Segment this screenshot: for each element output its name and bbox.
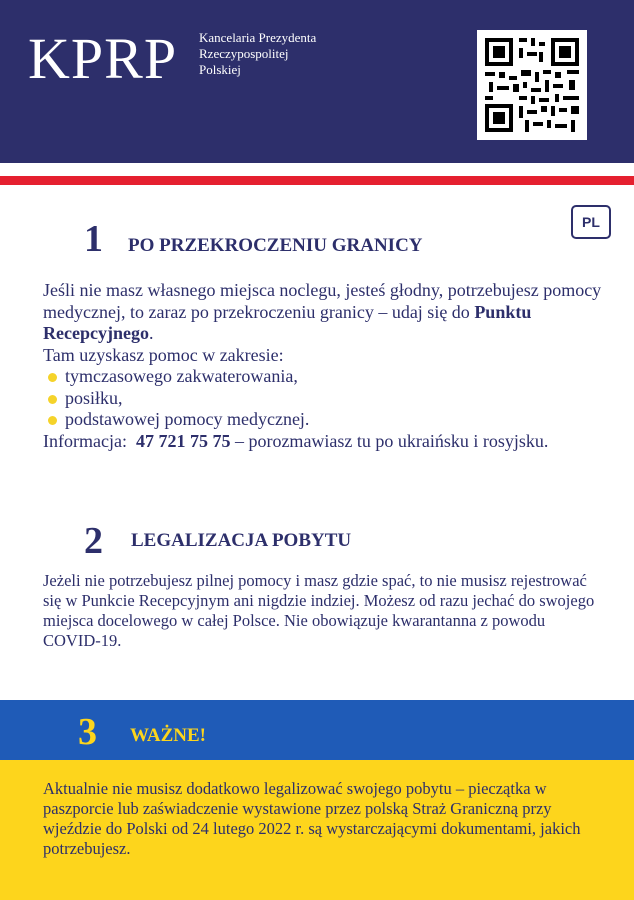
info-line xyxy=(43,431,603,453)
section-1-body xyxy=(43,280,603,452)
kprp-logo: KPRP xyxy=(28,26,178,91)
org-name xyxy=(199,30,316,78)
info-rest: – porozmawiasz tu po ukraińsku i rosyjsku. xyxy=(230,430,549,451)
list-item xyxy=(43,388,603,410)
list-item xyxy=(43,366,603,388)
help-intro: Tam uzyskasz pomoc w zakresie: xyxy=(43,344,284,365)
flag-stripe-red xyxy=(0,176,634,185)
qr-code-graphic xyxy=(477,30,587,140)
list-item-text: tymczasowego zakwaterowania, xyxy=(65,366,298,386)
bullet-dot-icon xyxy=(48,373,57,382)
help-list xyxy=(43,366,603,431)
list-item xyxy=(43,409,603,431)
header-banner xyxy=(0,0,634,163)
section-2-body: Jeżeli nie potrzebujesz pilnej pomocy i masz gdzie spać, to nie musisz rejestrować się w Punkcie Recepcyjnym ani nigdzie indziej. Możesz od razu jechać do swojego miejsca docelowego w całej Polsce. Nie obowiązuje kwarantanna z powodu COVID-19. xyxy=(43,571,595,650)
section-1-number: 1 xyxy=(84,218,103,260)
bullet-dot-icon xyxy=(48,395,57,404)
intro-end: . xyxy=(148,323,154,343)
flag-stripe-white xyxy=(0,163,634,176)
section-2-title: LEGALIZACJA POBYTU xyxy=(131,530,352,551)
intro-text: Jeśli nie masz własnego miejsca noclegu, jesteś głodny, potrzebujesz pomocy medycznej, to zaraz po przekroczeniu granicy – udaj się do xyxy=(43,280,602,322)
section-1-title: PO PRZEKROCZENIU GRANICY xyxy=(128,235,423,256)
section-3-title: WAŻNE! xyxy=(130,725,207,746)
language-badge: PL xyxy=(571,205,611,239)
org-name-line: Rzeczypospolitej xyxy=(199,46,289,61)
org-name-line: Polskiej xyxy=(199,62,241,77)
bullet-dot-icon xyxy=(48,416,57,425)
section-2-number: 2 xyxy=(84,520,103,562)
list-item-text: posiłku, xyxy=(65,387,123,408)
info-label: Informacja: xyxy=(43,430,127,451)
section-1-intro xyxy=(43,280,603,345)
qr-code-icon xyxy=(477,30,587,140)
org-name-line: Kancelaria Prezydenta xyxy=(199,30,317,45)
info-phone: 47 721 75 75 xyxy=(135,430,231,451)
list-item-text: podstawowej pomocy medycznej. xyxy=(65,409,310,429)
section-3-body: Aktualnie nie musisz dodatkowo legalizować swojego pobytu – pieczątka w paszporcie lub zaświadczenie wystawione przez polską Straż Graniczną przy wjeździe do Polski od 24 lutego 2022 r. są wystarczającymi dokumentami, jakich potrzebujesz. xyxy=(43,779,581,858)
reception-point-name: Punktu Recepcyjnego xyxy=(43,301,532,343)
section-3-number: 3 xyxy=(78,711,97,753)
